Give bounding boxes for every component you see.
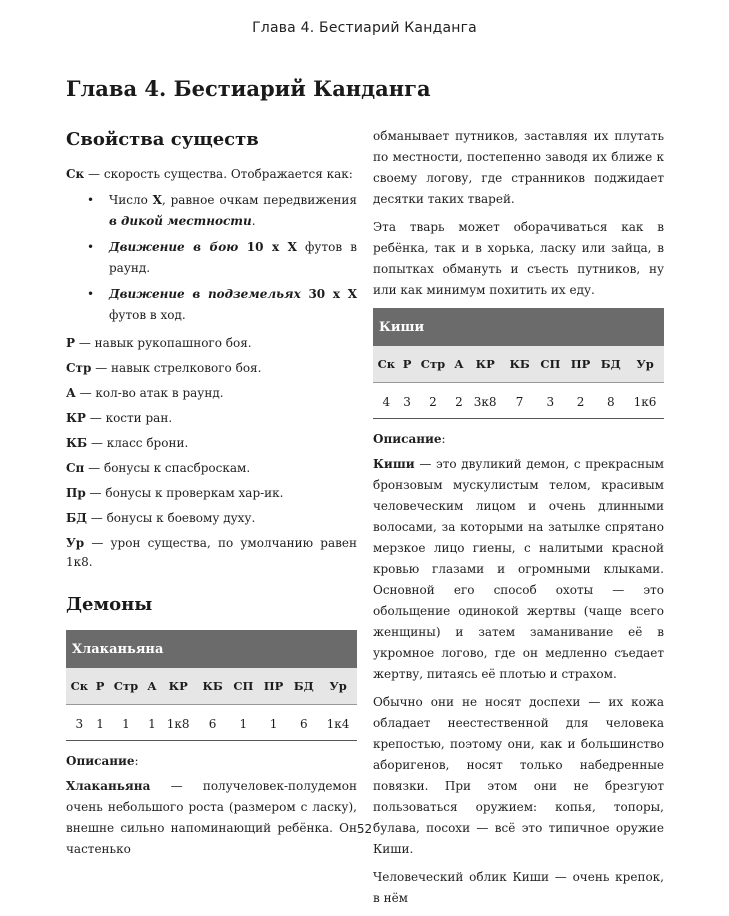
stat-value: 1к4 (319, 705, 357, 741)
definition-text: — класс брони. (87, 436, 189, 450)
stat-value: 3 (400, 383, 415, 419)
stat-value: 3 (66, 705, 93, 741)
definition-item (66, 334, 357, 353)
definition-item (66, 534, 357, 572)
bullet-bold: X (152, 193, 162, 207)
stat-value: 1 (259, 705, 289, 741)
definition-abbr: Сп (66, 461, 85, 475)
chapter-title: Глава 4. Бестиарий Канданга (66, 76, 431, 101)
speed-abbr: Ск (66, 167, 85, 181)
stat-header: Ск (373, 346, 400, 383)
bullet-text: . (251, 214, 256, 228)
definition-text: — навык рукопашного боя. (75, 336, 252, 350)
definition-text: — кол-во атак в раунд. (75, 386, 224, 400)
definition-text: — навык стрелкового боя. (91, 361, 262, 375)
bullet-italic: Движение в бою (109, 240, 239, 254)
definition-text: — бонусы к спасброскам. (84, 461, 251, 475)
bullet-text: Число (109, 193, 153, 207)
definition-abbr: Пр (66, 486, 86, 500)
definition-abbr: Ур (66, 536, 85, 550)
running-header: Глава 4. Бестиарий Канданга (252, 20, 477, 36)
creature-description (373, 217, 664, 301)
creature-name: Киши (373, 308, 664, 346)
definition-abbr: БД (66, 511, 87, 525)
bullet-text: футов в ход. (109, 308, 186, 322)
creature-name-inline: Хлаканьяна (66, 779, 151, 793)
stat-header: А (145, 668, 160, 705)
stat-header: ПР (259, 668, 289, 705)
stat-header: Р (400, 346, 415, 383)
bullet-bold: 10 x X (238, 240, 297, 254)
definition-list (66, 334, 357, 572)
definition-abbr: А (66, 386, 76, 400)
creature-description (373, 867, 664, 909)
creature-name-inline: Киши (373, 457, 415, 471)
definition-item (66, 484, 357, 503)
left-column (66, 125, 357, 867)
description-text: — это двуликий демон, с прекрасным бронзовым мускулистым телом, красивым человеческим лицом и очень длинными волосами, за которыми на затылке спрятано мерзкое лицо гиены, с налитыми красной кровью глазами и огромными клыками. Основной его способ охоты — это обольщение одинокой жертвы (чаще всего женщины) и затем заманивание её в укромное логово, где он медленно съедает жертву, питаясь её плотью и страхом. (373, 457, 664, 681)
properties-heading: Свойства существ (66, 129, 259, 150)
creature-description (373, 454, 664, 685)
stat-header: КБ (197, 668, 228, 705)
stat-header: Ск (66, 668, 93, 705)
stat-value: 2 (452, 383, 467, 419)
speed-list-item (109, 237, 357, 279)
definition-abbr: КР (66, 411, 86, 425)
stat-value: 1к8 (159, 705, 197, 741)
description-text: Эта тварь может оборачиваться как в ребёнка, так и в хорька, ласку или зайца, в попытках обмануть и съесть путников, ну или как минимум похитить их еду. (373, 220, 664, 297)
stat-header: Стр (414, 346, 451, 383)
stat-header: Р (93, 668, 108, 705)
description-text: — получеловек-полудемон очень небольшого роста (размером с ласку), внешне сильно напоминающий ребёнка. Он частенько (66, 779, 357, 856)
stat-value: 1к6 (626, 383, 664, 419)
stat-value: 7 (504, 383, 535, 419)
bullet-text: футов в раунд. (109, 240, 357, 275)
stat-header: ПР (566, 346, 596, 383)
stat-value: 8 (595, 383, 626, 419)
creature-stat-table (373, 308, 664, 419)
stat-value: 6 (288, 705, 319, 741)
stat-header: СП (535, 346, 566, 383)
demons-heading: Демоны (66, 594, 153, 615)
definition-item (66, 409, 357, 428)
speed-text: — скорость существа. Отображается как: (84, 167, 353, 181)
stat-header: Стр (107, 668, 144, 705)
bullet-bold: 30 x X (300, 287, 358, 301)
stat-value: 1 (228, 705, 259, 741)
speed-list-item (109, 284, 357, 326)
stat-value: 4 (373, 383, 400, 419)
stat-value: 1 (93, 705, 108, 741)
creature-name: Хлаканьяна (66, 630, 357, 668)
definition-item (66, 459, 357, 478)
speed-list (66, 190, 357, 326)
description-text: Обычно они не носят доспехи — их кожа обладает неестественной для человека крепостью, поэтому они, как и большинство аборигенов, носят только набедренные повязки. При этом они не брезгуют пользоваться оружием: копья, топоры, булава, посохи — всё это типичное оружие Киши. (373, 695, 664, 856)
definition-text: — кости ран. (85, 411, 173, 425)
stat-header: КР (466, 346, 504, 383)
definition-item (66, 509, 357, 528)
stat-header: КБ (504, 346, 535, 383)
definition-abbr: Р (66, 336, 76, 350)
definition-text: — урон существа, по умолчанию равен 1к8. (66, 536, 357, 569)
stat-header: БД (288, 668, 319, 705)
bullet-italic: Движение в подземельях (109, 287, 301, 301)
definition-item (66, 434, 357, 453)
stat-value: 1 (145, 705, 160, 741)
definition-item (66, 359, 357, 378)
stat-header: Ур (626, 346, 664, 383)
speed-list-item (109, 190, 357, 232)
definition-text: — бонусы к проверкам хар-ик. (85, 486, 284, 500)
stat-header: СП (228, 668, 259, 705)
stat-value: 3 (535, 383, 566, 419)
stat-header: КР (159, 668, 197, 705)
description-label: Описание: (373, 432, 446, 446)
stat-header: БД (595, 346, 626, 383)
stat-header: А (452, 346, 467, 383)
stat-value: 3к8 (466, 383, 504, 419)
creature-description (66, 776, 357, 860)
definition-abbr: КБ (66, 436, 88, 450)
bullet-italic: в дикой местности (109, 214, 252, 228)
bullet-text: , равное очкам передвижения (161, 193, 357, 207)
page-number: 52 (356, 822, 373, 836)
stat-value: 2 (566, 383, 596, 419)
creature-stat-table (66, 630, 357, 741)
definition-text: — бонусы к боевому духу. (86, 511, 256, 525)
description-text: Человеческий облик Киши — очень крепок, в нём (373, 870, 664, 905)
description-text: обманывает путников, заставляя их плутать по местности, постепенно заводя их ближе к своему логову, где странников поджидает десятки таких тварей. (373, 129, 664, 206)
creature-description (373, 126, 664, 210)
stat-value: 1 (107, 705, 144, 741)
speed-definition (66, 165, 357, 184)
right-column (373, 126, 664, 916)
stat-value: 2 (414, 383, 451, 419)
stat-value: 6 (197, 705, 228, 741)
definition-item (66, 384, 357, 403)
definition-abbr: Стр (66, 361, 92, 375)
description-label: Описание: (66, 754, 139, 768)
stat-header: Ур (319, 668, 357, 705)
